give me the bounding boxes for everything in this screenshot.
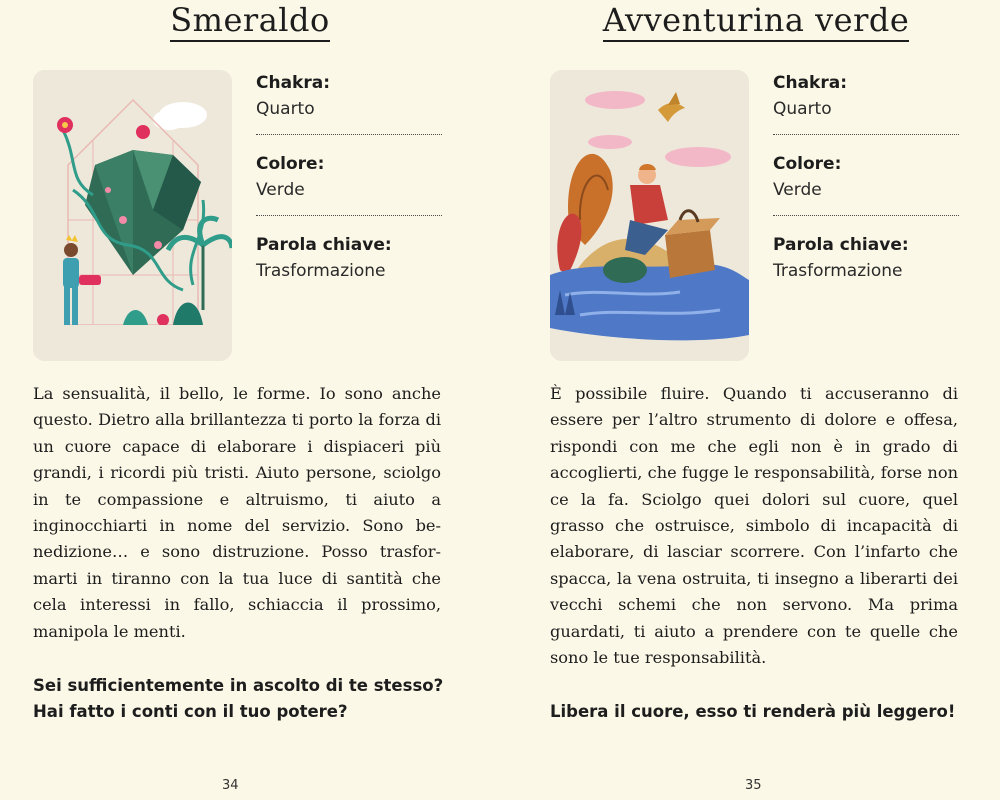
info-value: Quarto xyxy=(773,99,832,119)
title-text: Smeraldo xyxy=(170,1,330,42)
info-value: Trasformazione xyxy=(256,261,386,281)
body-paragraph: È possibile fluire. Quando ti accuseranno di essere per l’altro strumento di dolore e offesa, rispondi con me che egli non è in grado di accoglierti, che fugge le responsabilità, forse non ce la fa. Sciolgo quei dolori sul cuore, quel grasso che ostruisce, simbolo di incapacità di elaborare, di lasciar scorrere. Con l’infarto che spacca, la vena ostruita, ti insegno a liberarti dei vecchi schemi che non servono. Ma prima guardati, ti aiuto a prendere con te quelle che sono le tue responsabilità. xyxy=(550,384,958,668)
info-color xyxy=(773,149,959,203)
info-label: Parola chiave: xyxy=(773,235,909,255)
emerald-illustration xyxy=(33,70,232,361)
info-value: Verde xyxy=(773,180,822,200)
stone-info-panel xyxy=(773,68,959,284)
info-chakra xyxy=(256,68,442,122)
info-label: Parola chiave: xyxy=(256,235,392,255)
info-value: Trasformazione xyxy=(773,261,903,281)
info-value: Verde xyxy=(256,180,305,200)
info-chakra xyxy=(773,68,959,122)
stone-info-panel xyxy=(256,68,442,284)
info-keyword xyxy=(256,230,442,284)
info-keyword xyxy=(773,230,959,284)
page-right xyxy=(500,0,1000,800)
closing-statement: Libera il cuore, esso ti renderà più leggero! xyxy=(550,702,956,721)
info-label: Colore: xyxy=(256,154,325,174)
dotted-divider xyxy=(773,215,959,216)
dotted-divider xyxy=(773,134,959,135)
info-label: Chakra: xyxy=(256,73,331,93)
closing-question: Sei sufficientemente in ascolto di te stesso? Hai fatto i conti con il tuo potere? xyxy=(33,676,444,721)
page-title xyxy=(0,0,530,40)
info-label: Colore: xyxy=(773,154,842,174)
info-color xyxy=(256,149,442,203)
title-text: Avventurina verde xyxy=(603,1,910,42)
page-title xyxy=(476,0,1000,40)
info-value: Quarto xyxy=(256,99,315,119)
info-label: Chakra: xyxy=(773,73,848,93)
page-number: 34 xyxy=(222,778,239,793)
dotted-divider xyxy=(256,215,442,216)
dotted-divider xyxy=(256,134,442,135)
page-number: 35 xyxy=(745,778,762,793)
aventurine-illustration xyxy=(550,70,749,361)
body-paragraph: La sensualità, il bello, le forme. Io sono anche questo. Dietro alla brillantezza ti porto la forza di un cuore capace di elaborare i dispiaceri più grandi, i ricordi più tristi. Aiuto persone, sciolgo in te compassione e altruismo, ti aiuto a inginocchiarti in nome del servizio. Sono benedizione… e sono distruzione. Posso trasformarti in tiranno con la tua luce di santità che cela interessi in fallo, schiaccia il prossimo, manipola le menti. xyxy=(33,384,441,641)
